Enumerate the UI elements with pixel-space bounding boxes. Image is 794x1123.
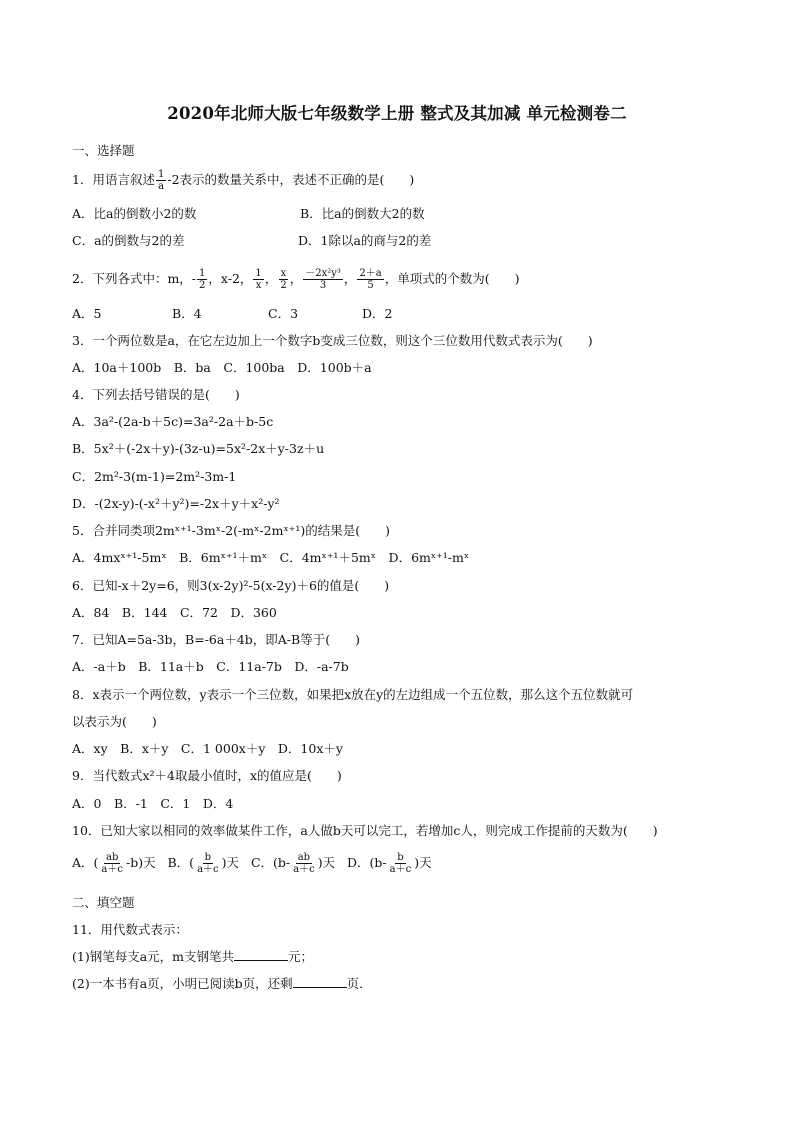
question-1 — [72, 169, 414, 192]
question-1-options-row2 — [72, 232, 431, 250]
q10-option-d: D．(b- $\frac{b}{a+c}$ )天 — [347, 852, 432, 875]
q2-option-d: D．2 — [362, 306, 393, 321]
question-1-options-row1 — [72, 205, 425, 223]
section-heading-choice: 一、选择题 — [72, 143, 135, 158]
question-9-options: A．0 B．-1 C．1 D．4 — [72, 796, 234, 811]
fraction-monomial: $\frac{\text{－2x²y³}}{3}$ — [305, 268, 341, 291]
q1-option-d: D．1除以a的商与2的差 — [298, 233, 432, 248]
q4-option-d: D．-(2x-y)-(-x²＋y²)=-2x＋y＋x²-y² — [72, 496, 280, 511]
answer-blank-2[interactable] — [293, 975, 347, 988]
q2-option-a: A．5 — [72, 306, 102, 321]
section-heading-fill: 二、填空题 — [72, 895, 135, 910]
fraction-x-over-2: $\frac{x}{2}$ — [280, 268, 287, 291]
question-6: 6．已知-x＋2y=6，则3(x-2y)²-5(x-2y)＋6的值是( ) — [72, 578, 390, 593]
fraction-2-plus-a: $\frac{2+a}{5}$ — [359, 268, 382, 291]
question-10-options — [72, 852, 432, 875]
q10-option-b: B．( $\frac{b}{a+c}$ )天 — [167, 852, 240, 875]
question-4: 4．下列去括号错误的是( ) — [72, 387, 240, 402]
question-11-part-1: (1)钢笔每支a元，m支钢笔共 元； — [72, 949, 314, 964]
question-5-options: A．4mxˣ⁺¹-5mˣ B．6mˣ⁺¹＋mˣ C．4mˣ⁺¹＋5mˣ D．6mˣ⁺¹-mˣ — [72, 550, 470, 565]
q1-option-c: C．a的倒数与2的差 — [72, 233, 185, 248]
question-11-part-2: (2)一本书有a页，小明已阅读b页，还剩 页． — [72, 976, 372, 991]
fraction-1-over-a: $\frac{1}{a}$ — [157, 169, 165, 192]
q10-option-a: A．( $\frac{ab}{a+c}$ -b)天 — [72, 852, 156, 875]
question-1-text-post: -2表示的数量关系中，表述不正确的是( ) — [167, 172, 415, 187]
q4-option-b: B．5x²＋(-2x＋y)-(3z-u)=5x²-2x＋y-3z＋u — [72, 441, 325, 456]
fraction-1-over-2: $\frac{1}{2}$ — [199, 268, 206, 291]
q10-option-c: C．(b- $\frac{ab}{a+c}$ )天 — [250, 852, 336, 875]
q1-option-b: B．比a的倒数大2的数 — [300, 206, 425, 221]
q2-option-c: C．3 — [268, 306, 299, 321]
question-8: 8．x表示一个两位数，y表示一个三位数，如果把x放在y的左边组成一个五位数，那么这个五位数就可 — [72, 687, 634, 702]
question-7-options: A．-a＋b B．11a＋b C．11a-7b D．-a-7b — [72, 659, 349, 674]
q4-option-c: C．2m²-3(m-1)=2m²-3m-1 — [72, 469, 237, 484]
page-title: 2020年北师大版七年级数学上册 整式及其加减 单元检测卷二 — [167, 104, 627, 123]
question-2-options — [72, 305, 392, 323]
question-11: 11．用代数式表示： — [72, 922, 188, 937]
question-6-options: A．84 B．144 C．72 D．360 — [72, 605, 277, 620]
question-10: 10．已知大家以相同的效率做某件工作，a人做b天可以完工，若增加c人，则完成工作提前的天数为( ) — [72, 823, 658, 838]
q2-option-b: B．4 — [172, 306, 202, 321]
q1-option-a: A．比a的倒数小2的数 — [72, 206, 197, 221]
question-1-text-pre: 1．用语言叙述 — [72, 172, 155, 187]
question-2: 2．下列各式中：m，- $\frac{1}{2}$ ，x-2， $\frac{1}{x}$ ， $\frac{x}{2}$ ， $\frac{\text{－2x²y³}}{3}$ ， $\frac{2+a}{5}$ ，单项式的个数为( ) — [72, 268, 520, 291]
question-8-continued: 以表示为( ) — [72, 714, 157, 729]
question-9: 9．当代数式x²＋4取最小值时，x的值应是( ) — [72, 768, 342, 783]
question-7: 7．已知A=5a-3b，B=-6a＋4b，即A-B等于( ) — [72, 632, 360, 647]
fraction-1-over-x: $\frac{1}{x}$ — [255, 268, 262, 291]
q4-option-a: A．3a²-(2a-b＋5c)=3a²-2a＋b-5c — [72, 414, 274, 429]
question-8-options: A．xy B．x＋y C．1 000x＋y D．10x＋y — [72, 741, 343, 756]
question-3-options: A．10a＋100b B．ba C．100ba D．100b＋a — [72, 360, 372, 375]
question-5: 5．合并同类项2mˣ⁺¹-3mˣ-2(-mˣ-2mˣ⁺¹)的结果是( ) — [72, 523, 390, 538]
question-3: 3．一个两位数是a，在它左边加上一个数字b变成三位数，则这个三位数用代数式表示为( ) — [72, 333, 593, 348]
answer-blank-1[interactable] — [234, 948, 288, 961]
